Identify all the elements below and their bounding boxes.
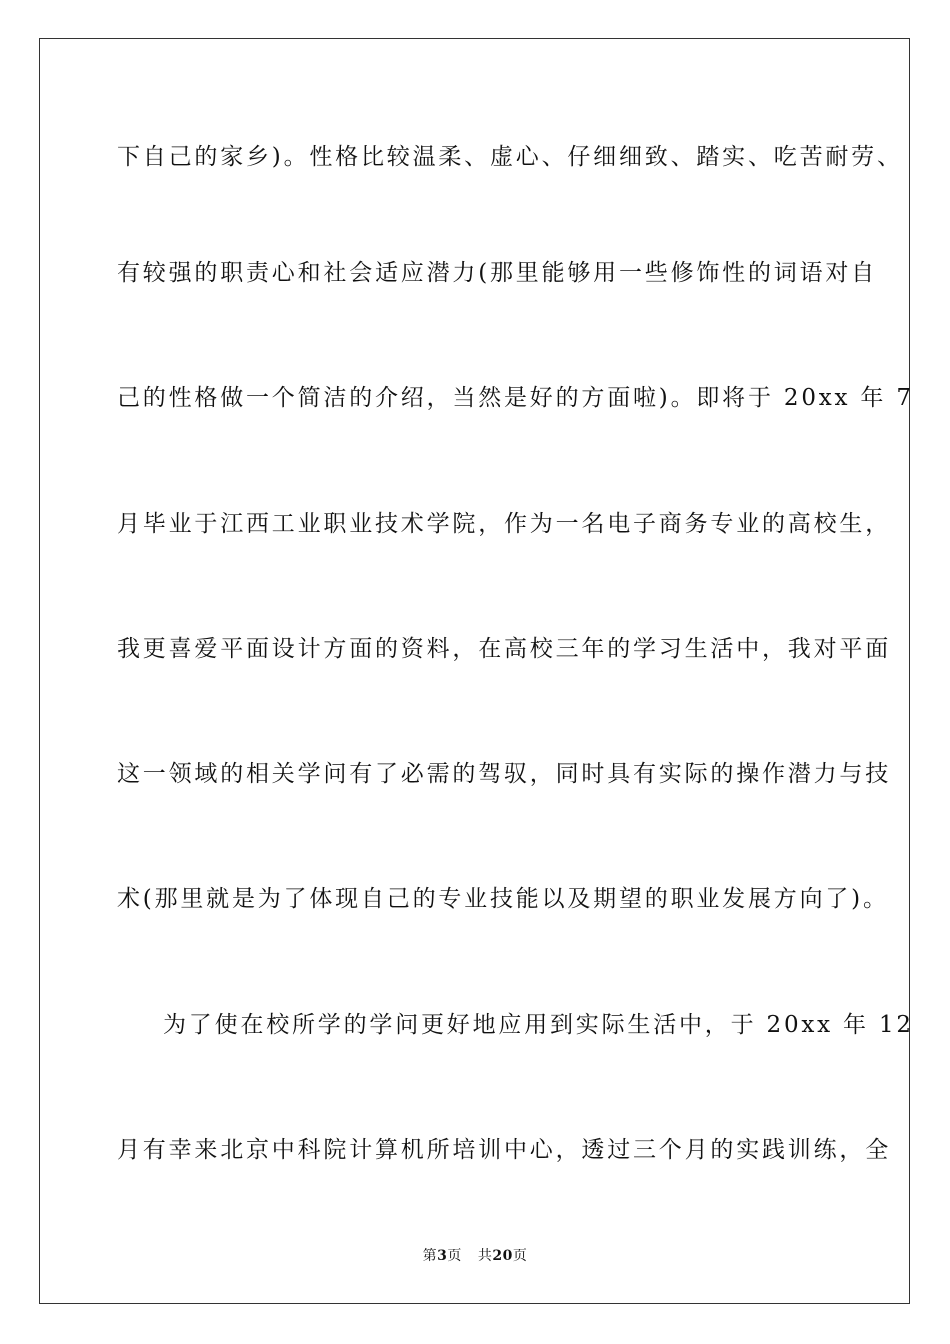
page-frame [39,38,914,1304]
body-text-line-7: 术(那里就是为了体现自己的专业技能以及期望的职业发展方向了)。 [117,886,889,912]
body-text-line-2: 有较强的职责心和社会适应潜力(那里能够用一些修饰性的词语对自 [117,260,877,286]
footer-total-prefix: 共 [477,1248,493,1264]
page-footer [0,1246,950,1266]
footer-page-prefix: 第 [422,1248,438,1264]
body-text-line-9: 月有幸来北京中科院计算机所培训中心，透过三个月的实践训练，全 [117,1137,891,1163]
footer-page-suffix: 页 [447,1248,462,1264]
body-text-line-3: 己的性格做一个简洁的介绍，当然是好的方面啦)。即将于 20xx 年 7 [117,385,914,411]
footer-total-pages: 20 [492,1248,513,1264]
body-text-line-4: 月毕业于江西工业职业技术学院，作为一名电子商务专业的高校生， [117,511,891,537]
footer-total-suffix: 页 [512,1248,528,1264]
footer-page-number: 3 [437,1248,448,1264]
body-text-line-6: 这一领域的相关学问有了必需的驾驭，同时具有实际的操作潜力与技 [117,761,891,787]
body-text-line-8: 为了使在校所学的学问更好地应用到实际生活中，于 20xx 年 12 [163,1012,914,1038]
body-text-line-5: 我更喜爱平面设计方面的资料，在高校三年的学习生活中，我对平面 [117,636,891,662]
body-text-line-1: 下自己的家乡)。性格比较温柔、虚心、仔细细致、踏实、吃苦耐劳、 [117,144,903,170]
